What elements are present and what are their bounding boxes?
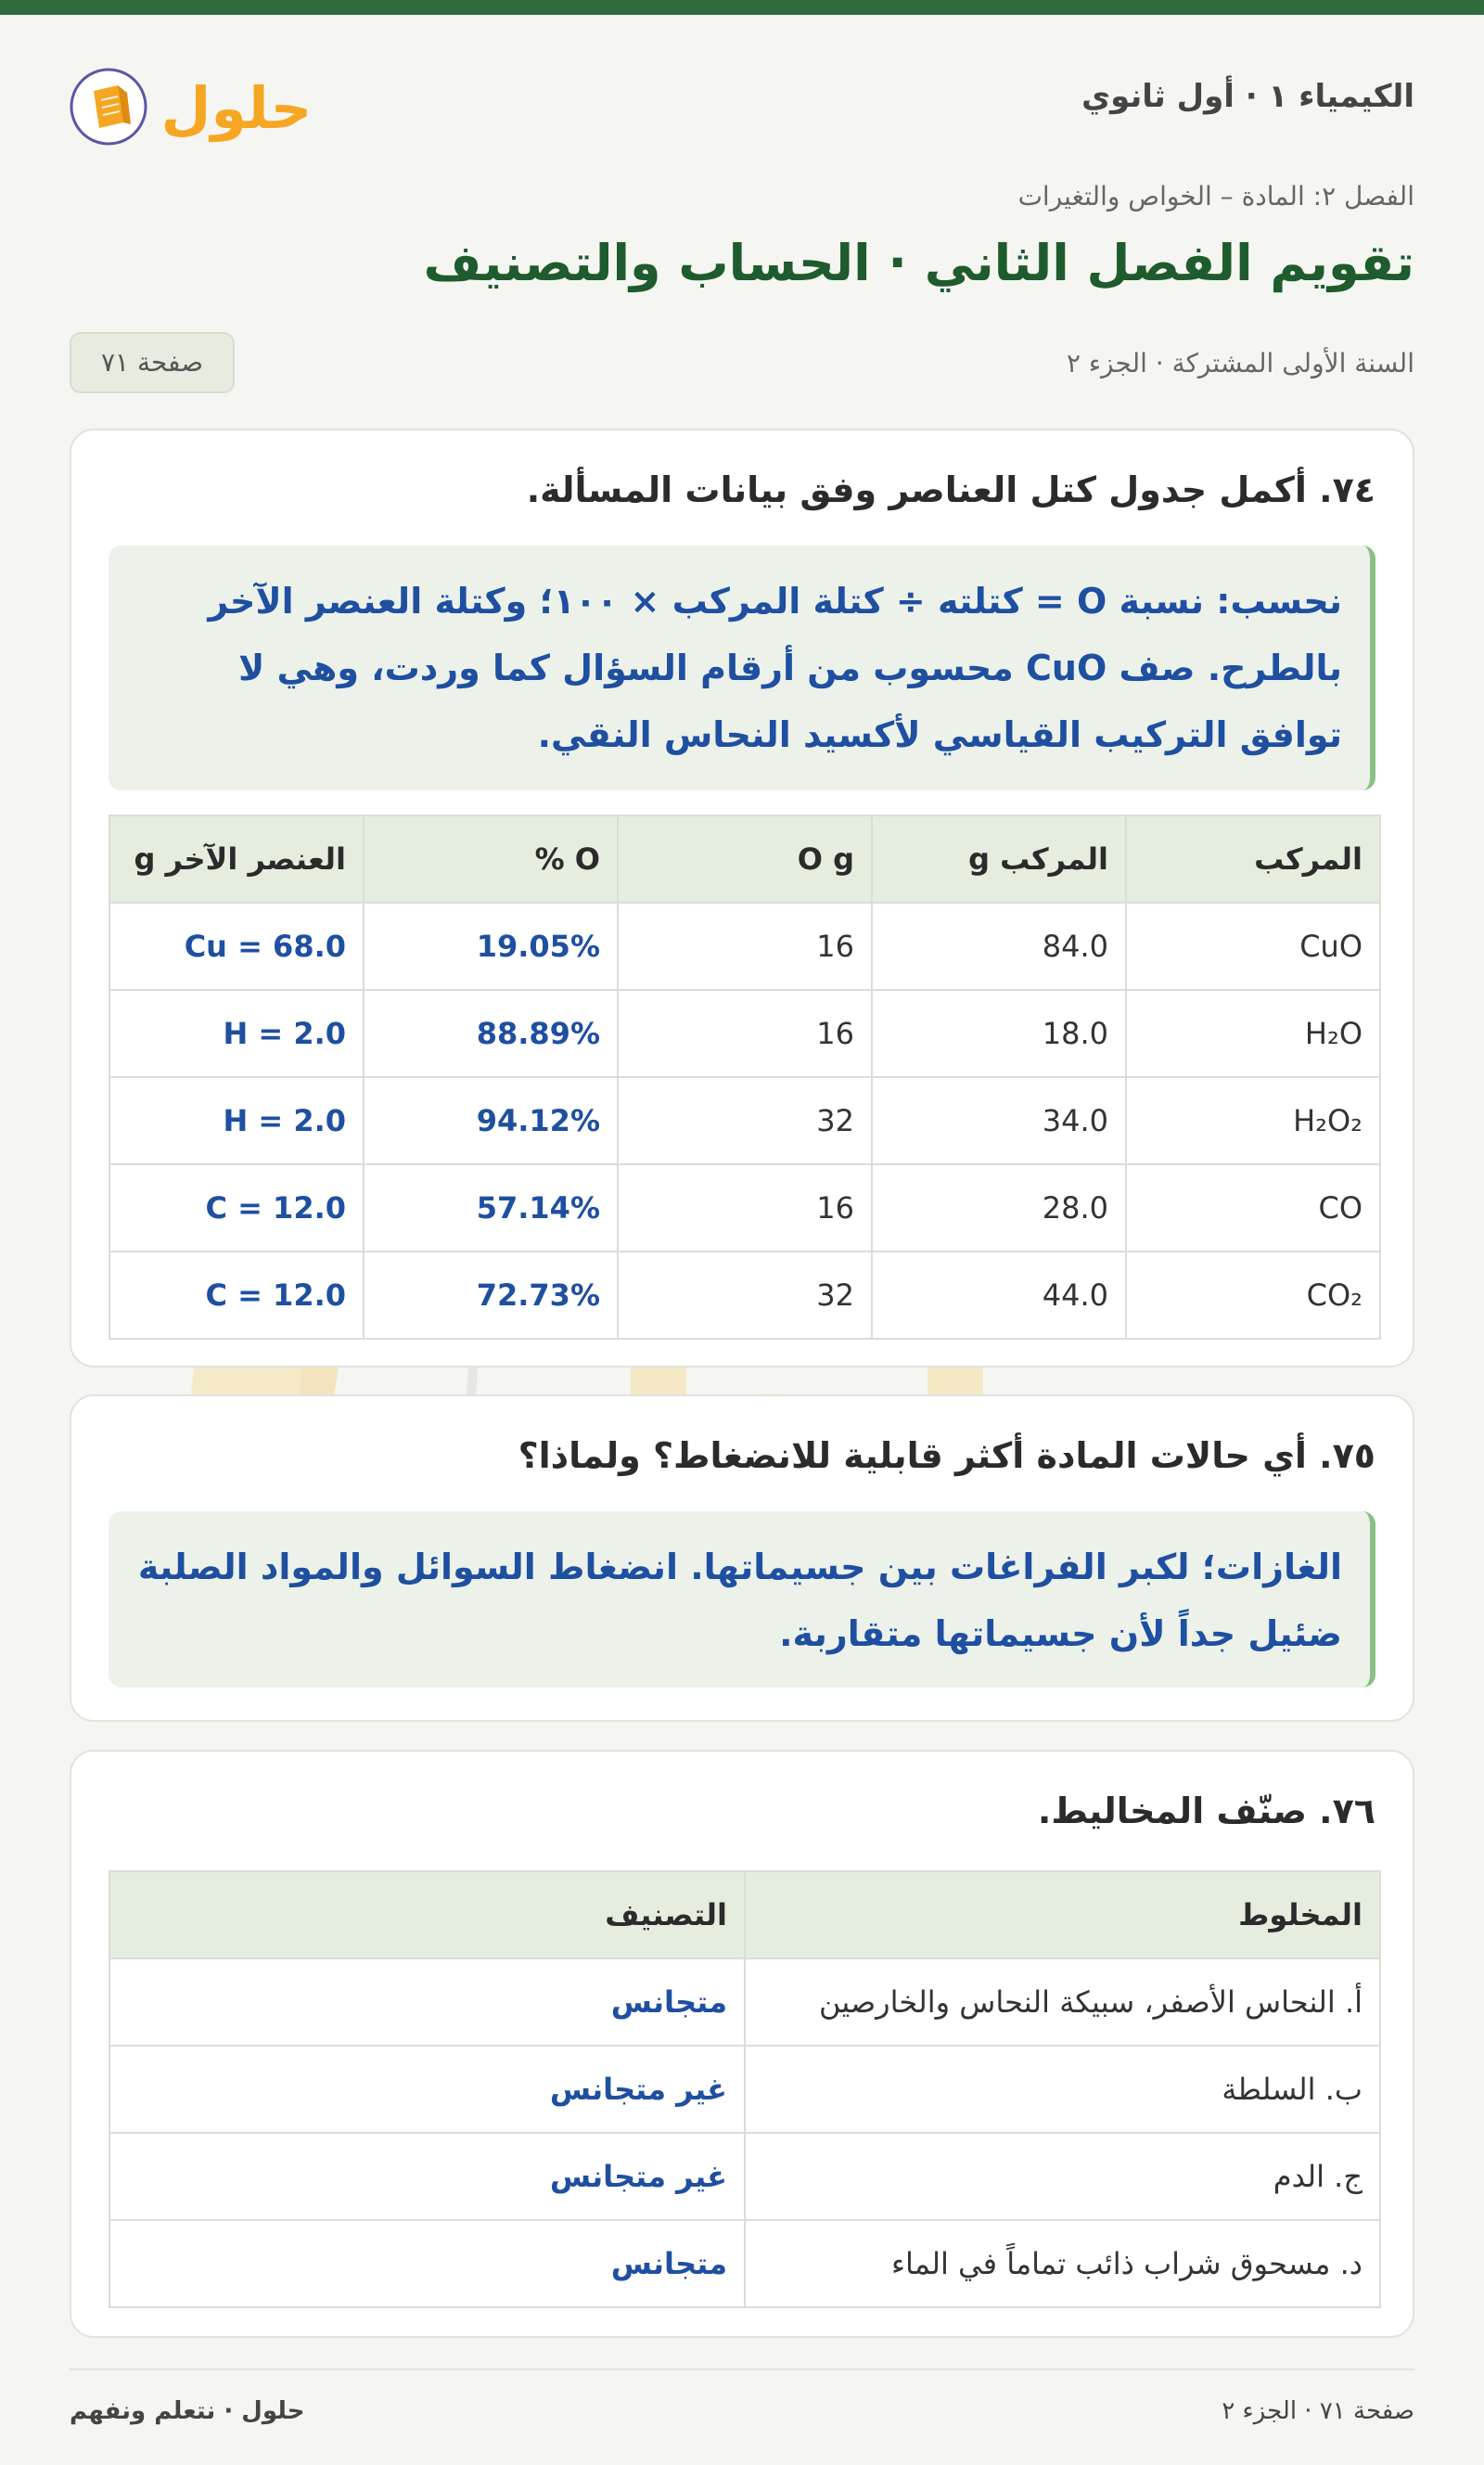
- other-element-cell: H = 2.0: [109, 1077, 364, 1164]
- table-row: [109, 2220, 1380, 2307]
- oxygen-percent-cell: 57.14%: [364, 1164, 618, 1252]
- question-title: ٧٤. أكمل جدول كتل العناصر وفق بيانات المسألة.: [526, 469, 1375, 510]
- table-row: [109, 1958, 1380, 2046]
- oxygen-mass-cell: 16: [618, 1164, 872, 1252]
- question-title: ٧٦. صنّف المخاليط.: [1037, 1791, 1375, 1831]
- table-row: [109, 2046, 1380, 2133]
- other-element-cell: C = 12.0: [109, 1252, 364, 1339]
- mixture-cell: أ. النحاس الأصفر، سبيكة النحاس والخارصين: [745, 1958, 1380, 2046]
- other-element-cell: C = 12.0: [109, 1164, 364, 1252]
- question-card-74: [70, 429, 1414, 1367]
- question-card-75: [70, 1394, 1414, 1722]
- table-row: [109, 2133, 1380, 2220]
- other-element-cell: H = 2.0: [109, 990, 364, 1077]
- compound-mass-cell: 84.0: [872, 903, 1126, 990]
- mixture-cell: ج. الدم: [745, 2133, 1380, 2220]
- table-header-row: [109, 1871, 1380, 1958]
- question-card-76: [70, 1750, 1414, 2338]
- column-header: O %: [364, 815, 618, 903]
- oxygen-mass-cell: 32: [618, 1077, 872, 1164]
- page-title: تقويم الفصل الثاني · الحساب والتصنيف: [423, 234, 1414, 292]
- oxygen-percent-cell: 94.12%: [364, 1077, 618, 1164]
- oxygen-mass-cell: 16: [618, 990, 872, 1077]
- table-row: [109, 903, 1380, 990]
- table-row: [109, 1252, 1380, 1339]
- classification-cell: متجانس: [109, 1958, 745, 2046]
- oxygen-percent-cell: 19.05%: [364, 903, 618, 990]
- column-header: O g: [618, 815, 872, 903]
- compound-cell: CuO: [1126, 903, 1380, 990]
- oxygen-mass-cell: 16: [618, 903, 872, 990]
- hulool-logo[interactable]: [70, 56, 320, 148]
- header: [70, 56, 1414, 148]
- classification-cell: متجانس: [109, 2220, 745, 2307]
- compound-mass-cell: 44.0: [872, 1252, 1126, 1339]
- logo-text: حلول: [160, 74, 313, 142]
- compound-cell: CO: [1126, 1164, 1380, 1252]
- oxygen-percent-cell: 72.73%: [364, 1252, 618, 1339]
- column-header: المخلوط: [745, 1871, 1380, 1958]
- page-badge: صفحة ٧١: [70, 332, 235, 393]
- meta-line: السنة الأولى المشتركة · الجزء ٢: [1066, 348, 1414, 379]
- compound-mass-cell: 28.0: [872, 1164, 1126, 1252]
- element-mass-table: [109, 815, 1381, 1340]
- footer-brand: حلول · نتعلم ونفهم: [70, 2397, 305, 2425]
- top-accent-bar: [0, 0, 1484, 15]
- chapter-label: الفصل ٢: المادة – الخواص والتغيرات: [1017, 181, 1414, 212]
- answer-box: الغازات؛ لكبر الفراغات بين جسيماتها. انضغاط السوائل والمواد الصلبة ضئيل جداً لأن جسيماتها متقاربة.: [109, 1511, 1375, 1688]
- footer-divider: [70, 2369, 1414, 2370]
- table-row: [109, 1164, 1380, 1252]
- answer-box: نحسب: نسبة O = كتلته ÷ كتلة المركب × ١٠٠؛ وكتلة العنصر الآخر بالطرح. صف CuO محسوب من أرقام السؤال كما وردت، وهي لا توافق التركيب القياسي لأكسيد النحاس النقي.: [109, 546, 1375, 790]
- table-row: [109, 1077, 1380, 1164]
- compound-cell: H₂O₂: [1126, 1077, 1380, 1164]
- compound-cell: H₂O: [1126, 990, 1380, 1077]
- compound-cell: CO₂: [1126, 1252, 1380, 1339]
- table-header-row: [109, 815, 1380, 903]
- column-header: المركب: [1126, 815, 1380, 903]
- compound-mass-cell: 34.0: [872, 1077, 1126, 1164]
- oxygen-mass-cell: 32: [618, 1252, 872, 1339]
- course-title: الكيمياء ١ · أول ثانوي: [1081, 78, 1414, 115]
- column-header: المركب g: [872, 815, 1126, 903]
- mixtures-table: [109, 1870, 1381, 2308]
- column-header: التصنيف: [109, 1871, 745, 1958]
- classification-cell: غير متجانس: [109, 2133, 745, 2220]
- table-row: [109, 990, 1380, 1077]
- compound-mass-cell: 18.0: [872, 990, 1126, 1077]
- footer-page-info: صفحة ٧١ · الجزء ٢: [1222, 2397, 1414, 2425]
- mixture-cell: د. مسحوق شراب ذائب تماماً في الماء: [745, 2220, 1380, 2307]
- question-title: ٧٥. أي حالات المادة أكثر قابلية للانضغاط؟ ولماذا؟: [518, 1435, 1375, 1476]
- classification-cell: غير متجانس: [109, 2046, 745, 2133]
- oxygen-percent-cell: 88.89%: [364, 990, 618, 1077]
- other-element-cell: Cu = 68.0: [109, 903, 364, 990]
- mixture-cell: ب. السلطة: [745, 2046, 1380, 2133]
- column-header: العنصر الآخر g: [109, 815, 364, 903]
